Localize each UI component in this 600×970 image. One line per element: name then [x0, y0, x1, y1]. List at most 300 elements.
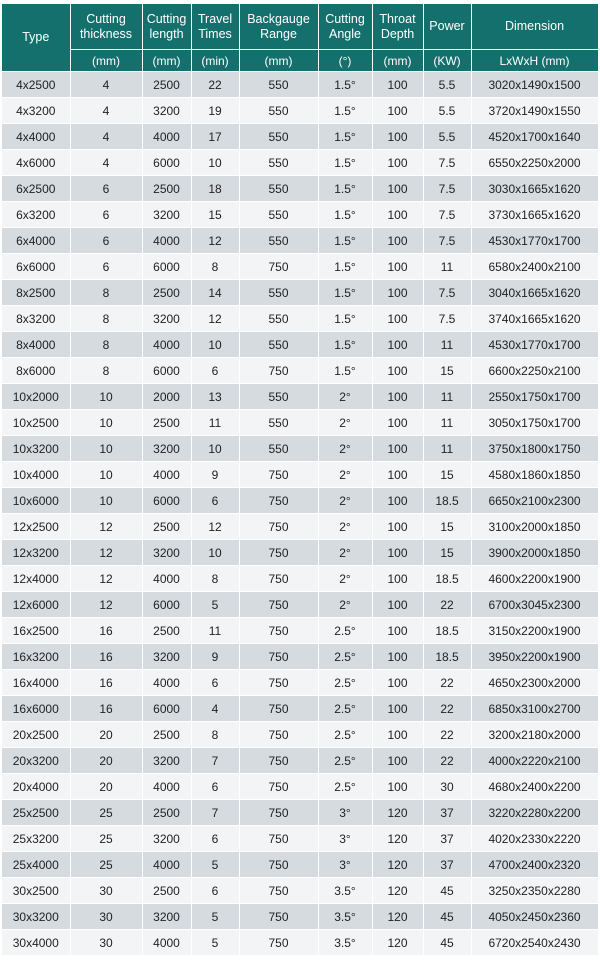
- table-row: [2, 800, 598, 826]
- cell-type: 12x4000: [2, 566, 70, 592]
- cell-dimension: 3050x1750x1700: [471, 410, 598, 436]
- cell-dimension: 3950x2200x1900: [471, 644, 598, 670]
- unit-backgauge: (mm): [239, 50, 318, 72]
- cell-power: 22: [423, 748, 471, 774]
- cell-travel-times: 6: [191, 488, 239, 514]
- cell-length: 3200: [142, 202, 191, 228]
- cell-throat: 100: [372, 98, 423, 124]
- cell-angle: 2°: [318, 566, 372, 592]
- cell-type: 4x3200: [2, 98, 70, 124]
- cell-power: 11: [423, 410, 471, 436]
- cell-length: 6000: [142, 696, 191, 722]
- cell-length: 3200: [142, 644, 191, 670]
- cell-angle: 1.5°: [318, 306, 372, 332]
- table-row: [2, 644, 598, 670]
- cell-thickness: 4: [70, 150, 142, 176]
- cell-dimension: 6580x2400x2100: [471, 254, 598, 280]
- cell-travel-times: 8: [191, 254, 239, 280]
- table-row: [2, 566, 598, 592]
- cell-travel-times: 7: [191, 748, 239, 774]
- cell-backgauge: 550: [239, 306, 318, 332]
- cell-thickness: 6: [70, 202, 142, 228]
- cell-length: 6000: [142, 488, 191, 514]
- cell-angle: 2°: [318, 384, 372, 410]
- cell-length: 6000: [142, 254, 191, 280]
- cell-angle: 1.5°: [318, 358, 372, 384]
- cell-type: 10x3200: [2, 436, 70, 462]
- cell-throat: 100: [372, 254, 423, 280]
- table-row: [2, 878, 598, 904]
- cell-travel-times: 13: [191, 384, 239, 410]
- cell-type: 10x6000: [2, 488, 70, 514]
- cell-dimension: 6600x2250x2100: [471, 358, 598, 384]
- cell-angle: 1.5°: [318, 150, 372, 176]
- cell-type: 12x3200: [2, 540, 70, 566]
- cell-power: 15: [423, 358, 471, 384]
- cell-backgauge: 750: [239, 358, 318, 384]
- cell-angle: 1.5°: [318, 280, 372, 306]
- cell-length: 4000: [142, 930, 191, 956]
- cell-length: 2500: [142, 514, 191, 540]
- cell-backgauge: 750: [239, 592, 318, 618]
- cell-length: 3200: [142, 748, 191, 774]
- cell-throat: 100: [372, 774, 423, 800]
- table-row: [2, 72, 598, 98]
- table-row: [2, 98, 598, 124]
- cell-travel-times: 19: [191, 98, 239, 124]
- cell-thickness: 25: [70, 800, 142, 826]
- cell-backgauge: 550: [239, 410, 318, 436]
- cell-angle: 1.5°: [318, 72, 372, 98]
- table-row: [2, 488, 598, 514]
- table-row: [2, 618, 598, 644]
- cell-type: 4x2500: [2, 72, 70, 98]
- cell-backgauge: 750: [239, 826, 318, 852]
- cell-type: 10x2000: [2, 384, 70, 410]
- cell-travel-times: 8: [191, 566, 239, 592]
- cell-angle: 2.5°: [318, 670, 372, 696]
- cell-travel-times: 5: [191, 852, 239, 878]
- cell-travel-times: 8: [191, 722, 239, 748]
- table-row: [2, 228, 598, 254]
- cell-dimension: 3250x2350x2280: [471, 878, 598, 904]
- table-row: [2, 774, 598, 800]
- cell-thickness: 20: [70, 774, 142, 800]
- cell-power: 18.5: [423, 618, 471, 644]
- col-type-header: Type: [2, 4, 70, 72]
- cell-type: 20x4000: [2, 774, 70, 800]
- cell-thickness: 30: [70, 878, 142, 904]
- cell-thickness: 10: [70, 410, 142, 436]
- cell-angle: 3.5°: [318, 930, 372, 956]
- cell-power: 15: [423, 540, 471, 566]
- table-row: [2, 150, 598, 176]
- cell-dimension: 3750x1800x1750: [471, 436, 598, 462]
- cell-thickness: 10: [70, 488, 142, 514]
- table-row: [2, 722, 598, 748]
- col-throat-header: Throat Depth: [372, 4, 423, 50]
- table-row: [2, 670, 598, 696]
- cell-type: 25x4000: [2, 852, 70, 878]
- cell-thickness: 16: [70, 618, 142, 644]
- cell-length: 4000: [142, 566, 191, 592]
- cell-backgauge: 750: [239, 540, 318, 566]
- cell-backgauge: 750: [239, 670, 318, 696]
- cell-power: 7.5: [423, 306, 471, 332]
- cell-travel-times: 11: [191, 410, 239, 436]
- cell-backgauge: 750: [239, 774, 318, 800]
- unit-dimension: LxWxH (mm): [471, 50, 598, 72]
- cell-power: 18.5: [423, 644, 471, 670]
- cell-angle: 1.5°: [318, 98, 372, 124]
- cell-thickness: 12: [70, 566, 142, 592]
- cell-throat: 100: [372, 618, 423, 644]
- table-row: [2, 410, 598, 436]
- cell-type: 20x3200: [2, 748, 70, 774]
- cell-throat: 100: [372, 228, 423, 254]
- cell-dimension: 4530x1770x1700: [471, 228, 598, 254]
- cell-backgauge: 750: [239, 878, 318, 904]
- cell-backgauge: 750: [239, 722, 318, 748]
- cell-angle: 3°: [318, 826, 372, 852]
- spec-table: [2, 4, 599, 956]
- cell-angle: 3°: [318, 852, 372, 878]
- table-row: [2, 436, 598, 462]
- cell-angle: 1.5°: [318, 124, 372, 150]
- cell-travel-times: 10: [191, 540, 239, 566]
- cell-throat: 100: [372, 462, 423, 488]
- cell-dimension: 3150x2200x1900: [471, 618, 598, 644]
- cell-dimension: 3220x2280x2200: [471, 800, 598, 826]
- cell-travel-times: 6: [191, 774, 239, 800]
- cell-thickness: 4: [70, 72, 142, 98]
- cell-travel-times: 10: [191, 332, 239, 358]
- cell-backgauge: 750: [239, 696, 318, 722]
- cell-power: 22: [423, 670, 471, 696]
- cell-backgauge: 750: [239, 800, 318, 826]
- cell-dimension: 4580x1860x1850: [471, 462, 598, 488]
- cell-length: 2500: [142, 176, 191, 202]
- cell-type: 12x2500: [2, 514, 70, 540]
- cell-dimension: 6650x2100x2300: [471, 488, 598, 514]
- cell-throat: 100: [372, 410, 423, 436]
- cell-power: 11: [423, 384, 471, 410]
- cell-length: 4000: [142, 670, 191, 696]
- cell-power: 5.5: [423, 98, 471, 124]
- unit-angle: (°): [318, 50, 372, 72]
- cell-backgauge: 550: [239, 72, 318, 98]
- cell-throat: 100: [372, 176, 423, 202]
- cell-dimension: 3730x1665x1620: [471, 202, 598, 228]
- cell-dimension: 6850x3100x2700: [471, 696, 598, 722]
- cell-backgauge: 550: [239, 436, 318, 462]
- cell-travel-times: 5: [191, 592, 239, 618]
- cell-angle: 1.5°: [318, 228, 372, 254]
- cell-backgauge: 550: [239, 150, 318, 176]
- cell-type: 8x6000: [2, 358, 70, 384]
- cell-length: 4000: [142, 332, 191, 358]
- cell-power: 7.5: [423, 228, 471, 254]
- cell-dimension: 3720x1490x1550: [471, 98, 598, 124]
- unit-thickness: (mm): [70, 50, 142, 72]
- cell-backgauge: 750: [239, 748, 318, 774]
- cell-length: 3200: [142, 436, 191, 462]
- cell-length: 4000: [142, 124, 191, 150]
- cell-angle: 1.5°: [318, 254, 372, 280]
- cell-travel-times: 12: [191, 228, 239, 254]
- cell-type: 6x6000: [2, 254, 70, 280]
- table-row: [2, 202, 598, 228]
- cell-travel-times: 14: [191, 280, 239, 306]
- cell-type: 30x4000: [2, 930, 70, 956]
- unit-power: (KW): [423, 50, 471, 72]
- table-row: [2, 540, 598, 566]
- cell-thickness: 4: [70, 98, 142, 124]
- table-row: [2, 358, 598, 384]
- cell-travel-times: 5: [191, 930, 239, 956]
- cell-thickness: 8: [70, 358, 142, 384]
- cell-travel-times: 6: [191, 358, 239, 384]
- cell-length: 2500: [142, 722, 191, 748]
- table-row: [2, 852, 598, 878]
- cell-angle: 2.5°: [318, 722, 372, 748]
- cell-angle: 2.5°: [318, 696, 372, 722]
- cell-dimension: 4650x2300x2000: [471, 670, 598, 696]
- cell-throat: 100: [372, 514, 423, 540]
- cell-thickness: 6: [70, 254, 142, 280]
- cell-length: 3200: [142, 904, 191, 930]
- cell-type: 6x4000: [2, 228, 70, 254]
- cell-type: 8x3200: [2, 306, 70, 332]
- cell-travel-times: 17: [191, 124, 239, 150]
- table-row: [2, 280, 598, 306]
- cell-throat: 100: [372, 306, 423, 332]
- cell-angle: 2°: [318, 436, 372, 462]
- cell-throat: 100: [372, 592, 423, 618]
- cell-thickness: 8: [70, 306, 142, 332]
- cell-travel-times: 15: [191, 202, 239, 228]
- cell-angle: 1.5°: [318, 176, 372, 202]
- cell-travel-times: 10: [191, 436, 239, 462]
- cell-thickness: 30: [70, 930, 142, 956]
- cell-dimension: 3900x2000x1850: [471, 540, 598, 566]
- cell-angle: 1.5°: [318, 332, 372, 358]
- cell-power: 22: [423, 722, 471, 748]
- cell-throat: 100: [372, 280, 423, 306]
- table-row: [2, 904, 598, 930]
- table-row: [2, 514, 598, 540]
- cell-throat: 100: [372, 332, 423, 358]
- cell-length: 2500: [142, 410, 191, 436]
- cell-power: 7.5: [423, 150, 471, 176]
- cell-power: 22: [423, 696, 471, 722]
- table-row: [2, 592, 598, 618]
- cell-backgauge: 550: [239, 228, 318, 254]
- cell-length: 3200: [142, 540, 191, 566]
- cell-power: 7.5: [423, 176, 471, 202]
- cell-thickness: 8: [70, 280, 142, 306]
- cell-dimension: 2550x1750x1700: [471, 384, 598, 410]
- cell-length: 6000: [142, 592, 191, 618]
- cell-backgauge: 750: [239, 514, 318, 540]
- cell-power: 5.5: [423, 72, 471, 98]
- cell-travel-times: 5: [191, 904, 239, 930]
- cell-type: 16x6000: [2, 696, 70, 722]
- col-backgauge-header: Backgauge Range: [239, 4, 318, 50]
- cell-power: 11: [423, 332, 471, 358]
- cell-travel-times: 6: [191, 826, 239, 852]
- cell-dimension: 4520x1700x1640: [471, 124, 598, 150]
- cell-type: 25x2500: [2, 800, 70, 826]
- cell-thickness: 30: [70, 904, 142, 930]
- cell-dimension: 3030x1665x1620: [471, 176, 598, 202]
- cell-throat: 100: [372, 644, 423, 670]
- cell-travel-times: 9: [191, 644, 239, 670]
- cell-thickness: 12: [70, 514, 142, 540]
- cell-angle: 2.5°: [318, 618, 372, 644]
- cell-length: 2000: [142, 384, 191, 410]
- table-row: [2, 696, 598, 722]
- cell-throat: 100: [372, 566, 423, 592]
- cell-type: 6x2500: [2, 176, 70, 202]
- cell-dimension: 3040x1665x1620: [471, 280, 598, 306]
- cell-length: 2500: [142, 618, 191, 644]
- cell-throat: 100: [372, 748, 423, 774]
- cell-power: 22: [423, 592, 471, 618]
- cell-length: 4000: [142, 462, 191, 488]
- cell-power: 45: [423, 904, 471, 930]
- cell-power: 5.5: [423, 124, 471, 150]
- cell-dimension: 4000x2220x2100: [471, 748, 598, 774]
- cell-length: 4000: [142, 228, 191, 254]
- cell-dimension: 4680x2400x2200: [471, 774, 598, 800]
- cell-thickness: 12: [70, 540, 142, 566]
- cell-thickness: 16: [70, 696, 142, 722]
- cell-backgauge: 550: [239, 124, 318, 150]
- table-row: [2, 826, 598, 852]
- table-row: [2, 930, 598, 956]
- cell-travel-times: 6: [191, 878, 239, 904]
- cell-travel-times: 7: [191, 800, 239, 826]
- cell-dimension: 4050x2450x2360: [471, 904, 598, 930]
- cell-travel-times: 12: [191, 306, 239, 332]
- cell-type: 8x4000: [2, 332, 70, 358]
- cell-type: 16x3200: [2, 644, 70, 670]
- cell-travel-times: 18: [191, 176, 239, 202]
- unit-travel: (min): [191, 50, 239, 72]
- cell-length: 2500: [142, 280, 191, 306]
- cell-thickness: 4: [70, 124, 142, 150]
- cell-power: 15: [423, 514, 471, 540]
- cell-type: 4x4000: [2, 124, 70, 150]
- cell-angle: 2°: [318, 540, 372, 566]
- cell-dimension: 6700x3045x2300: [471, 592, 598, 618]
- cell-throat: 120: [372, 904, 423, 930]
- cell-throat: 100: [372, 202, 423, 228]
- cell-thickness: 25: [70, 852, 142, 878]
- cell-throat: 100: [372, 436, 423, 462]
- cell-length: 2500: [142, 800, 191, 826]
- cell-length: 3200: [142, 98, 191, 124]
- cell-angle: 2°: [318, 410, 372, 436]
- cell-type: 30x3200: [2, 904, 70, 930]
- cell-throat: 100: [372, 540, 423, 566]
- cell-dimension: 3740x1665x1620: [471, 306, 598, 332]
- col-dimension-header: Dimension: [471, 4, 598, 50]
- cell-type: 10x4000: [2, 462, 70, 488]
- cell-type: 16x2500: [2, 618, 70, 644]
- cell-throat: 120: [372, 930, 423, 956]
- cell-type: 25x3200: [2, 826, 70, 852]
- cell-angle: 2°: [318, 488, 372, 514]
- cell-throat: 100: [372, 696, 423, 722]
- table-row: [2, 332, 598, 358]
- cell-length: 2500: [142, 72, 191, 98]
- unit-length: (mm): [142, 50, 191, 72]
- cell-length: 6000: [142, 150, 191, 176]
- cell-travel-times: 11: [191, 618, 239, 644]
- col-length-header: Cutting length: [142, 4, 191, 50]
- cell-length: 4000: [142, 774, 191, 800]
- cell-angle: 2.5°: [318, 774, 372, 800]
- cell-dimension: 3100x2000x1850: [471, 514, 598, 540]
- cell-throat: 100: [372, 488, 423, 514]
- cell-length: 4000: [142, 852, 191, 878]
- cell-backgauge: 750: [239, 488, 318, 514]
- cell-dimension: 4020x2330x2220: [471, 826, 598, 852]
- cell-angle: 2°: [318, 592, 372, 618]
- cell-dimension: 6720x2540x2430: [471, 930, 598, 956]
- cell-type: 20x2500: [2, 722, 70, 748]
- cell-backgauge: 750: [239, 618, 318, 644]
- cell-thickness: 10: [70, 384, 142, 410]
- cell-backgauge: 750: [239, 462, 318, 488]
- unit-throat: (mm): [372, 50, 423, 72]
- cell-throat: 100: [372, 150, 423, 176]
- cell-thickness: 12: [70, 592, 142, 618]
- cell-thickness: 16: [70, 670, 142, 696]
- cell-power: 37: [423, 800, 471, 826]
- table-row: [2, 306, 598, 332]
- cell-travel-times: 22: [191, 72, 239, 98]
- cell-type: 30x2500: [2, 878, 70, 904]
- cell-backgauge: 550: [239, 280, 318, 306]
- cell-length: 3200: [142, 826, 191, 852]
- cell-angle: 3.5°: [318, 904, 372, 930]
- cell-throat: 100: [372, 72, 423, 98]
- cell-dimension: 4600x2200x1900: [471, 566, 598, 592]
- cell-thickness: 8: [70, 332, 142, 358]
- cell-backgauge: 750: [239, 644, 318, 670]
- cell-type: 6x3200: [2, 202, 70, 228]
- cell-angle: 2.5°: [318, 748, 372, 774]
- cell-type: 4x6000: [2, 150, 70, 176]
- cell-thickness: 20: [70, 722, 142, 748]
- cell-backgauge: 550: [239, 202, 318, 228]
- cell-length: 3200: [142, 306, 191, 332]
- cell-power: 45: [423, 930, 471, 956]
- cell-backgauge: 550: [239, 176, 318, 202]
- cell-length: 6000: [142, 358, 191, 384]
- cell-type: 10x2500: [2, 410, 70, 436]
- cell-angle: 3°: [318, 800, 372, 826]
- cell-throat: 120: [372, 800, 423, 826]
- cell-travel-times: 9: [191, 462, 239, 488]
- cell-throat: 120: [372, 852, 423, 878]
- table-row: [2, 176, 598, 202]
- cell-power: 18.5: [423, 566, 471, 592]
- cell-backgauge: 750: [239, 852, 318, 878]
